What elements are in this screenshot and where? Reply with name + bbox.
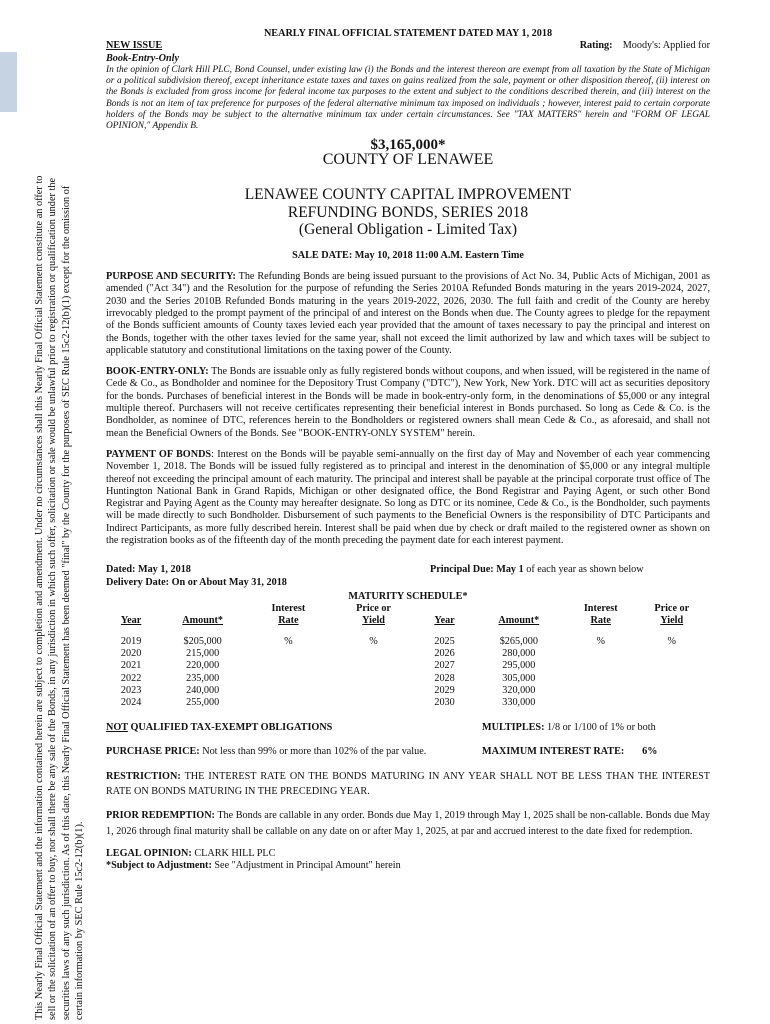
- rate: [249, 697, 328, 709]
- year: 2028: [434, 672, 455, 684]
- col-year-2: Year: [434, 615, 455, 627]
- table-row: [106, 673, 710, 685]
- qualification-row: [106, 722, 710, 734]
- multiples-value: 1/8 or 1/100 of 1% or both: [544, 721, 656, 733]
- county-name: COUNTY OF LENAWEE: [322, 150, 494, 168]
- col-rate-line-1: Interest: [271, 603, 306, 615]
- multiples-label: MULTIPLES:: [482, 721, 545, 733]
- maturity-title: MATURITY SCHEDULE*: [348, 590, 468, 602]
- amount: 295,000: [502, 660, 536, 672]
- price: [328, 685, 420, 697]
- col-amount-2: Amount*: [498, 615, 540, 627]
- table-row: [106, 660, 710, 672]
- book-entry-heading: BOOK-ENTRY-ONLY:: [106, 366, 209, 378]
- issue-rating-row: [106, 40, 710, 52]
- amount: 220,000: [186, 660, 220, 672]
- restriction-section: [106, 770, 710, 799]
- purpose-heading: PURPOSE AND SECURITY:: [106, 271, 236, 283]
- purchase-row: [106, 746, 710, 758]
- col-rate-2: [568, 603, 634, 628]
- payment-section: [106, 449, 710, 547]
- redemption-label: PRIOR REDEMPTION:: [106, 810, 215, 822]
- sidebar-line-4: certain information by SEC Rule 15c2-12(b)(1).: [74, 821, 86, 1020]
- rate: [568, 697, 634, 709]
- offering-amount: $3,165,000*: [370, 136, 446, 153]
- rating: [580, 40, 710, 52]
- sidebar-line-3: securities laws of any such jurisdiction. As of this date, this Nearly Final Official Statement has been deemed "final" by the County for the purposes of SEC Rule 15c2-12(b)(1) except for the omission of: [60, 185, 72, 1020]
- multiples: [482, 722, 710, 734]
- col-price-2-line-2: Yield: [660, 615, 684, 627]
- amount: 235,000: [186, 672, 220, 684]
- price: %: [369, 635, 378, 647]
- rate: %: [596, 635, 605, 647]
- legal-value: CLARK HILL PLC: [191, 848, 276, 860]
- amount: 240,000: [186, 684, 220, 696]
- col-year: Year: [120, 615, 142, 627]
- price: [328, 648, 420, 660]
- table-row: [106, 636, 710, 648]
- amount: 330,000: [502, 697, 536, 709]
- sidebar-line-1: This Nearly Final Official Statement and the information contained herein are subject to completion and amendment. Under no circumstances shall this Nearly Final Official Statement constitute an offer to: [34, 175, 45, 1020]
- rate: [249, 660, 328, 672]
- principal-due: [430, 564, 710, 576]
- amount: 320,000: [502, 684, 536, 696]
- col-amount: Amount*: [182, 615, 224, 627]
- maturity-table: [106, 603, 710, 709]
- restriction-label: RESTRICTION:: [106, 771, 181, 783]
- max-rate-label: MAXIMUM INTEREST RATE:: [482, 745, 625, 757]
- rate: [249, 685, 328, 697]
- amount: 215,000: [186, 648, 220, 660]
- payment-heading: PAYMENT OF BONDS: [106, 448, 212, 460]
- rate: [249, 673, 328, 685]
- rate: [568, 673, 634, 685]
- not-qualified: [106, 722, 332, 734]
- year: 2025: [434, 635, 455, 647]
- rate: %: [284, 635, 293, 647]
- col-price: [328, 603, 420, 628]
- col-price-2: [633, 603, 710, 628]
- max-rate-value: 6%: [642, 745, 658, 757]
- document-body: [106, 28, 710, 873]
- purchase-label: PURCHASE PRICE:: [106, 745, 200, 757]
- col-rate: [249, 603, 328, 628]
- col-rate-2-line-1: Interest: [583, 603, 618, 615]
- maturity-header: [106, 603, 710, 628]
- price: [633, 648, 710, 660]
- statement-title: NEARLY FINAL OFFICIAL STATEMENT DATED MAY 1, 2018: [263, 28, 553, 39]
- redemption-section: [106, 808, 710, 839]
- year: 2020: [120, 648, 142, 660]
- price: [633, 660, 710, 672]
- bond-title-line-2: REFUNDING BONDS, SERIES 2018: [287, 203, 529, 221]
- year: 2030: [434, 697, 455, 709]
- table-row: [106, 697, 710, 709]
- new-issue-label: NEW ISSUE: [106, 40, 163, 52]
- year: 2026: [434, 648, 455, 660]
- book-entry-label: Book-Entry-Only: [106, 52, 180, 64]
- year: 2024: [120, 697, 142, 709]
- amount: $265,000: [499, 635, 538, 647]
- purchase-price: [106, 746, 426, 758]
- bond-title: [106, 186, 710, 239]
- price: [328, 660, 420, 672]
- rating-value: Moody's: Applied for: [622, 40, 710, 52]
- purpose-section: [106, 271, 710, 357]
- price: [328, 673, 420, 685]
- redemption-text: The Bonds are callable in any order. Bonds due May 1, 2019 through May 1, 2025 shall be non-callable. Bonds due May 1, 2026 through final maturity shall be callable on any date on or after May 1, 2025, at par and accrued interest to the date fixed for redemption.: [106, 810, 710, 837]
- dated: Dated: May 1, 2018: [106, 564, 191, 576]
- price: [633, 697, 710, 709]
- payment-text: : Interest on the Bonds will be payable semi-annually on the first day of May and November of each year commencing November 1, 2018. The Bonds will be issued fully registered as to principal and interest in the denomination of $5,000 or any integral multiple thereof not exceeding the principal amount of each maturity. The principal and interest shall be payable at the principal corporate trust office of The Huntington National Bank in Grand Rapids, Michigan or other designated office, the Bond Registrar and Paying Agent, or such other Bond Registrar and Paying Agent as the County may hereafter designate. So long as DTC or its nominee, Cede & Co., is the Bondholder, such payments will be made directly to such Bondholder. Disbursement of such payments to the Beneficial Owners is the responsibility of DTC Participants and Indirect Participants, as more fully described herein. Interest shall be paid when due by check or draft mailed to the registered owner as shown on the registration books as of the fifteenth day of the month preceding the payment date for each interest payment.: [106, 448, 710, 546]
- book-entry-text: The Bonds are issuable only as fully registered bonds without coupons, and when issued, will be registered in the name of Cede & Co., as Bondholder and nominee for the Depository Trust Company ("DTC"), New York, New York. DTC will act as securities depository for the bonds. Purchases of beneficial interest in the Bonds will be made in book-entry-only form, in the denominations of $5,000 or any integral multiple thereof. Purchasers will not receive certificates representing their beneficial interest in Bonds purchased. So long as Cede & Co. is the Bondholder, as nominee of DTC, references herein to the Bondholders or registered owners shall mean Cede & Co., as aforesaid, and shall not mean the Beneficial Owners of the Bonds. See "BOOK-ENTRY-ONLY SYSTEM" herein.: [106, 366, 710, 439]
- not-word: NOT: [106, 721, 128, 733]
- table-row: [106, 685, 710, 697]
- rating-label: Rating:: [579, 40, 613, 52]
- price: [633, 685, 710, 697]
- year: 2019: [120, 635, 142, 647]
- sidebar-line-2: sell or the solicitation of an offer to buy, nor shall there be any sale of the Bonds, in any jurisdiction in which such offer, solicitation or sale would be unlawful prior to registration or qualification under the: [47, 177, 59, 1020]
- adjust-value: See "Adjustment in Principal Amount" herein: [211, 860, 401, 872]
- legal-opinion: [106, 848, 710, 860]
- not-qualified-rest: QUALIFIED TAX-EXEMPT OBLIGATIONS: [127, 721, 333, 733]
- sale-date: SALE DATE: May 10, 2018 11:00 A.M. Eastern Time: [292, 249, 524, 261]
- page-side-tab: [0, 52, 17, 112]
- rate: [568, 648, 634, 660]
- bond-title-line-3: (General Obligation - Limited Tax): [298, 221, 518, 239]
- restriction-text: THE INTEREST RATE ON THE BONDS MATURING IN ANY YEAR SHALL NOT BE LESS THAN THE INTEREST RATE ON BONDS MATURING IN THE PRECEDING YEAR.: [106, 771, 710, 797]
- rate: [249, 648, 328, 660]
- col-rate-line-2: Rate: [278, 615, 299, 627]
- year: 2021: [120, 660, 142, 672]
- purpose-text: The Refunding Bonds are being issued pursuant to the provisions of Act No. 34, Public Acts of Michigan, 2001 as amended ("Act 34") and the Resolution for the purpose of refunding the Series 2010A Refunded Bonds maturing in the years 2019-2024, 2027, 2030 and the Series 2010B Refunded Bonds maturing in the years 2019-2022, 2026, 2030. The full faith and credit of the County are hereby irrevocably pledged to the prompt payment of the principal of and interest on the Bonds when due. The County agrees to pledge for the repayment of the Bonds sufficient amounts of County taxes levied each year provided that the amount of taxes necessary to pay the principal and interest on the Bonds, together with the other taxes levied for the same year, shall not exceed the limit authorized by law and which taxes will be subject to applicable statutory and constitutional limitations on the taxing power of the County.: [106, 271, 710, 356]
- legal-label: LEGAL OPINION:: [106, 848, 192, 860]
- amount: 255,000: [186, 697, 220, 709]
- purchase-value: Not less than 99% or more than 102% of the par value.: [199, 745, 427, 757]
- price: [633, 673, 710, 685]
- tax-opinion-paragraph: In the opinion of Clark Hill PLC, Bond Counsel, under existing law (i) the Bonds and the interest thereon are exempt from all taxation by the State of Michigan or a political subdivision thereof, except inheritance estate taxes and taxes on gains realized from the sale, payment or other disposition thereof, (ii) interest on the Bonds is excluded from gross income for federal income tax purposes to the extent and subject to the conditions described therein, and (iii) interest on the Bonds is not an item of tax preference for purposes of the federal alternative minimum tax imposed on individuals ; however, interest paid to certain corporate holders of the Bonds may be subject to the alternative minimum tax under certain circumstances. See "TAX MATTERS" herein and "FORM OF LEGAL OPINION," Appendix B.: [106, 64, 710, 132]
- amount: 305,000: [502, 672, 536, 684]
- col-price-2-line-1: Price or: [654, 603, 690, 615]
- year: 2029: [434, 684, 455, 696]
- year: 2022: [120, 672, 142, 684]
- bond-title-line-1: LENAWEE COUNTY CAPITAL IMPROVEMENT: [244, 186, 572, 204]
- book-entry-section: [106, 366, 710, 440]
- principal-due-rest: of each year as shown below: [523, 564, 644, 576]
- table-row: [106, 648, 710, 660]
- dated-row: [106, 564, 710, 576]
- adjust-label: *Subject to Adjustment:: [106, 860, 212, 872]
- adjustment-note: [106, 860, 710, 872]
- rate: [568, 685, 634, 697]
- delivery-date: Delivery Date: On or About May 31, 2018: [106, 576, 287, 588]
- col-price-line-2: Yield: [362, 615, 385, 627]
- year: 2023: [120, 684, 142, 696]
- max-interest: [482, 746, 710, 758]
- col-rate-2-line-2: Rate: [590, 615, 611, 627]
- amount: 280,000: [502, 648, 536, 660]
- price: %: [667, 635, 676, 647]
- price: [328, 697, 420, 709]
- rate: [568, 660, 634, 672]
- year: 2027: [434, 660, 455, 672]
- col-price-line-1: Price or: [356, 603, 391, 615]
- principal-due-label: Principal Due: May 1: [430, 564, 524, 576]
- sidebar-disclaimer: [33, 20, 87, 1020]
- amount: $205,000: [183, 635, 222, 647]
